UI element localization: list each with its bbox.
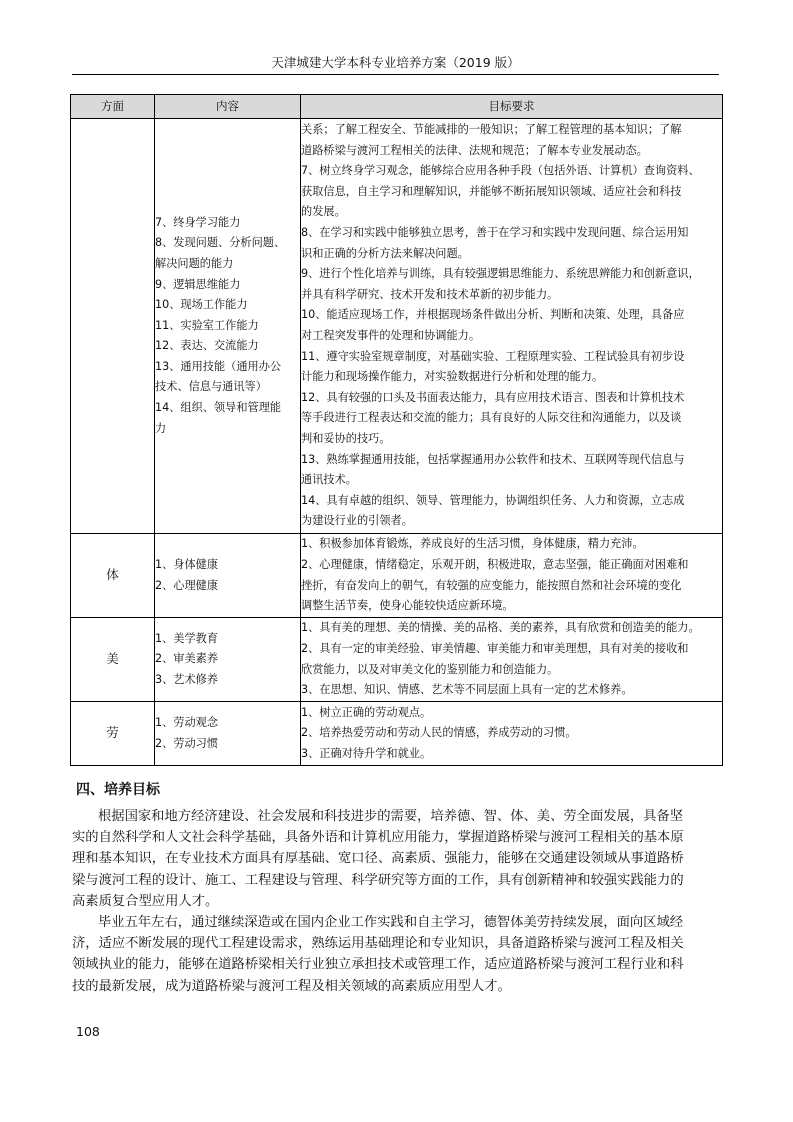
goal-line: 并具有科学研究、技术开发和技术革新的初步能力。 (301, 287, 559, 301)
goal-line: 1、树立正确的劳动观点。 (301, 705, 432, 719)
goal-line: 2、培养热爱劳动和劳动人民的情感，养成劳动的习惯。 (301, 726, 577, 740)
goal-line: 11、遵守实验室规章制度，对基础实验、工程原理实验、工程试验具有初步设 (301, 349, 685, 363)
paragraph-line: 济，适应不断发展的现代工程建设需求，熟练运用基础理论和专业知识，具备道路桥梁与渡河工程及相关 (72, 936, 684, 952)
content-line: 12、表达、交流能力 (155, 339, 259, 353)
content-line: 11、实验室工作能力 (155, 318, 259, 332)
goal-line: 计能力和现场操作能力，对实验数据进行分析和处理的能力。 (301, 370, 604, 384)
table-row (71, 618, 723, 702)
goal-line: 3、正确对待升学和就业。 (301, 746, 432, 760)
content-line: 解决问题的能力 (155, 256, 234, 270)
goal-line: 道路桥梁与渡河工程相关的法律、法规和规范；了解本专业发展动态。 (301, 143, 648, 157)
content-line: 技术、信息与通讯等） (155, 380, 267, 394)
paragraph-line: 实的自然科学和人文社会科学基础，具备外语和计算机应用能力，掌握道路桥梁与渡河工程相关的基本原 (72, 830, 684, 846)
content-line: 2、审美素养 (155, 652, 219, 666)
goal-line: 13、熟练掌握通用技能，包括掌握通用办公软件和技术、互联网等现代信息与 (301, 452, 685, 466)
goal-line: 1、具有美的理想、美的情操、美的品格、美的素养，具有欣赏和创造美的能力。 (301, 621, 700, 635)
paragraph-line: 技的最新发展，成为道路桥梁与渡河工程及相关领域的高素质应用型人才。 (72, 978, 511, 994)
cell-content (155, 618, 301, 702)
page-number: 108 (76, 1024, 100, 1039)
cell-content (155, 702, 301, 766)
cell-content (155, 119, 301, 534)
goal-line: 关系；了解工程安全、节能减排的一般知识；了解工程管理的基本知识；了解 (301, 123, 682, 137)
paragraph-line: 毕业五年左右，通过继续深造或在国内企业工作实践和自主学习，德智体美劳持续发展，面向区域经 (98, 915, 684, 930)
table-row (71, 702, 723, 766)
goal-line: 8、在学习和实践中能够独立思考，善于在学习和实践中发现问题、综合运用知 (301, 226, 689, 240)
paragraph-line: 梁与渡河工程的设计、施工、工程建设与管理、科学研究等方面的工作，具有创新精神和较强实践能力的 (72, 872, 684, 888)
requirements-table (70, 94, 723, 766)
cell-content (155, 534, 301, 618)
goal-line: 调整生活节奏，使身心能较快适应新环境。 (301, 599, 514, 613)
paragraph-graduate (72, 912, 724, 997)
cell-goals (301, 702, 723, 766)
content-line: 1、身体健康 (155, 557, 219, 571)
header-goals: 目标要求 (301, 95, 723, 119)
cell-aspect (71, 119, 155, 534)
cell-aspect: 劳 (71, 702, 155, 766)
goal-line: 通讯技术。 (301, 473, 357, 487)
paragraph-line: 理和基本知识，在专业技术方面具有厚基础、宽口径、高素质、强能力，能够在交通建设领域从事道路桥 (72, 851, 684, 867)
cell-aspect: 美 (71, 618, 155, 702)
goal-line: 为建设行业的引领者。 (301, 514, 413, 528)
goal-line: 获取信息，自主学习和理解知识，并能够不断拓展知识领域、适应社会和科技 (301, 184, 682, 198)
content-line: 14、组织、领导和管理能 (155, 401, 282, 415)
goal-line: 挫折，有奋发向上的朝气，有较强的应变能力，能按照自然和社会环境的变化 (301, 578, 682, 592)
content-line: 1、美学教育 (155, 631, 219, 645)
content-line: 8、发现问题、分析问题、 (155, 236, 286, 250)
goal-line: 识和正确的分析方法来解决问题。 (301, 246, 469, 260)
goal-line: 12、具有较强的口头及书面表达能力，具有应用技术语言、图表和计算机技术 (301, 390, 685, 404)
goal-line: 等手段进行工程表达和交流的能力；具有良好的人际交往和沟通能力，以及谈 (301, 411, 682, 425)
header-content: 内容 (155, 95, 301, 119)
goal-line: 2、具有一定的审美经验、审美情趣、审美能力和审美理想，具有对美的接收和 (301, 641, 689, 655)
goal-line: 判和妥协的技巧。 (301, 431, 391, 445)
content-line: 2、心理健康 (155, 578, 219, 592)
cell-goals (301, 534, 723, 618)
paragraph-goal (72, 806, 724, 912)
header-rule (72, 74, 719, 75)
content-line: 力 (155, 421, 167, 435)
goal-line: 3、在思想、知识、情感、艺术等不同层面上具有一定的艺术修养。 (301, 683, 633, 697)
goal-line: 欣赏能力，以及对审美文化的鉴别能力和创造能力。 (301, 662, 559, 676)
table-row (71, 534, 723, 618)
table-header-row (71, 95, 723, 119)
paragraph-line: 高素质复合型应用人才。 (72, 893, 219, 909)
cell-goals (301, 119, 723, 534)
content-line: 13、通用技能（通用办公 (155, 359, 282, 373)
goal-line: 14、具有卓越的组织、领导、管理能力，协调组织任务、人力和资源，立志成 (301, 493, 685, 507)
paragraph-line: 根据国家和地方经济建设、社会发展和科技进步的需要，培养德、智、体、美、劳全面发展，具备坚 (98, 809, 684, 824)
table-row (71, 119, 723, 534)
cell-aspect: 体 (71, 534, 155, 618)
content-line: 10、现场工作能力 (155, 298, 248, 312)
goal-line: 7、树立终身学习观念，能够综合应用各种手段（包括外语、计算机）查询资料、 (301, 164, 700, 178)
header-aspect: 方面 (71, 95, 155, 119)
goal-line: 对工程突发事件的处理和协调能力。 (301, 329, 481, 342)
page-header: 天津城建大学本科专业培养方案（2019 版） (271, 55, 520, 70)
goal-line: 9、进行个性化培养与训练，具有较强逻辑思维能力、系统思辨能力和创新意识， (301, 267, 700, 281)
content-line: 3、艺术修养 (155, 672, 219, 686)
content-line: 1、劳动观念 (155, 715, 219, 729)
content-line: 9、逻辑思维能力 (155, 277, 241, 291)
goal-line: 10、能适应现场工作，并根据现场条件做出分析、判断和决策、处理，具备应 (301, 308, 685, 322)
paragraph-line: 领域执业的能力，能够在道路桥梁相关行业独立承担技术或管理工作，适应道路桥梁与渡河工程行业和科 (72, 957, 684, 973)
goal-line: 1、积极参加体育锻炼，养成良好的生活习惯，身体健康，精力充沛。 (301, 537, 644, 551)
content-line: 2、劳动习惯 (155, 736, 219, 750)
goal-line: 2、心理健康，情绪稳定，乐观开朗，积极进取，意志坚强，能正确面对困难和 (301, 557, 689, 571)
section-heading: 四、培养目标 (76, 782, 160, 798)
content-line: 7、终身学习能力 (155, 215, 241, 229)
goal-line: 的发展。 (301, 205, 346, 219)
cell-goals (301, 618, 723, 702)
